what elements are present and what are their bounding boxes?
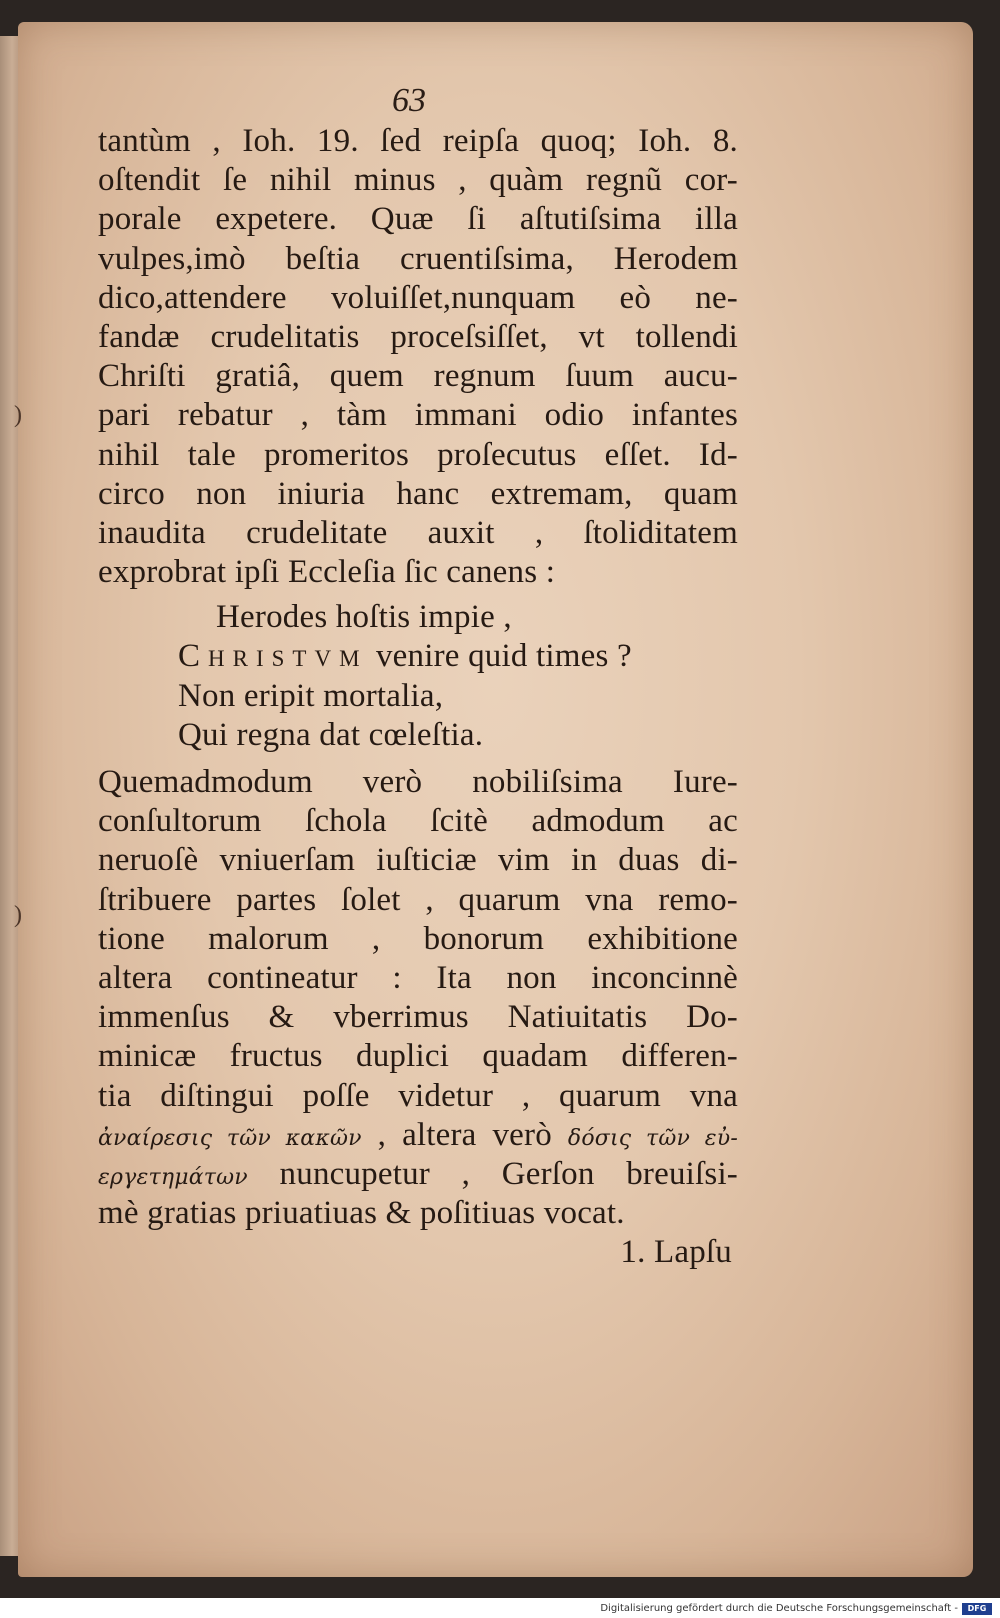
text-line: Chriſti gratiâ, quem regnum ſuum aucu- [98, 358, 738, 395]
verse-line-2-rest: venire quid times ? [367, 638, 632, 675]
text-line: Quemadmodum verò nobiliſsima Iure- [98, 764, 738, 800]
greek-text-line-2 [98, 1155, 738, 1194]
footer-credit: Digitalisierung gefördert durch die Deutsche Forschungsgemeinschaft - [600, 1603, 958, 1614]
verse-line-4: Qui regna dat cœleſtia. [178, 716, 484, 753]
left-page-edge [0, 36, 20, 1556]
text-line: exprobrat ipſi Eccleſia ſic canens : [98, 554, 556, 591]
margin-mark-1: ) [14, 402, 22, 428]
text-line: inaudita crudelitate auxit , ſtoliditatem [98, 514, 738, 551]
text-line: conſultorum ſchola ſcitè admodum ac [98, 803, 738, 840]
text-line: altera contineatur : Ita non inconcinnè [98, 959, 738, 996]
text-line: nihil tale promeritos proſecutus eſſet. Id- [98, 436, 738, 473]
verse-line-1: Herodes hoſtis impie , [216, 599, 512, 636]
latin-phrase: , altera verò [361, 1116, 568, 1153]
text-line: tione malorum , bonorum exhibitione [98, 920, 738, 957]
text-line: circo non iniuria hanc extremam, quam [98, 475, 738, 512]
text-line: tia diſtingui poſſe videtur , quarum vna [98, 1077, 738, 1114]
verse-line-2 [98, 637, 738, 676]
text-line: vulpes,imò beſtia cruentiſsima, Herodem [98, 240, 738, 277]
text-line: oſtendit ſe nihil minus , quàm regnũ cor- [98, 162, 738, 199]
text-line: mè gratias priuatiuas & poſitiuas vocat. [98, 1195, 625, 1232]
text-line: neruoſè vniuerſam iuſticiæ vim in duas di- [98, 842, 738, 879]
text-line: dico,attendere voluiſſet,nunquam eò ne- [98, 279, 738, 316]
hymn-verse [98, 598, 738, 755]
text-line: immenſus & vberrimus Natiuitatis Do- [98, 999, 738, 1036]
greek-phrase-1: ἀναίρεσις τῶν κακῶν [98, 1125, 362, 1151]
verse-line-3: Non eripit mortalia, [178, 677, 444, 714]
text-line: tantùm , Ioh. 19. ſed reipſa quoq; Ioh. 8. [98, 123, 738, 159]
paragraph-1 [98, 122, 738, 592]
text-line: ſtribuere partes ſolet , quarum vna remo- [98, 881, 738, 918]
paragraph-2 [98, 763, 738, 1272]
latin-phrase-2: nuncupetur , Gerſon breuiſsi- [247, 1155, 738, 1192]
text-line: minicæ fructus duplici quadam differen- [98, 1038, 738, 1075]
text-line: pari rebatur , tàm immani odio infantes [98, 397, 738, 434]
text-line: fandæ crudelitatis proceſsiſſet, vt tollendi [98, 318, 738, 355]
text-line: porale expetere. Quæ ſi aſtutiſsima illa [98, 201, 738, 238]
greek-phrase-2: δόσις τῶν εὐ- [567, 1125, 739, 1151]
greek-text-line [98, 1116, 738, 1155]
page-number: 63 [392, 82, 426, 119]
verse-name-caps: Christvm [178, 638, 368, 675]
margin-mark-2: ) [14, 902, 22, 928]
greek-phrase-3: εργετημάτων [98, 1164, 248, 1190]
catchword: 1. Lapſu [620, 1234, 732, 1271]
text-block [98, 122, 738, 1272]
dfg-logo: DFG [962, 1603, 992, 1615]
